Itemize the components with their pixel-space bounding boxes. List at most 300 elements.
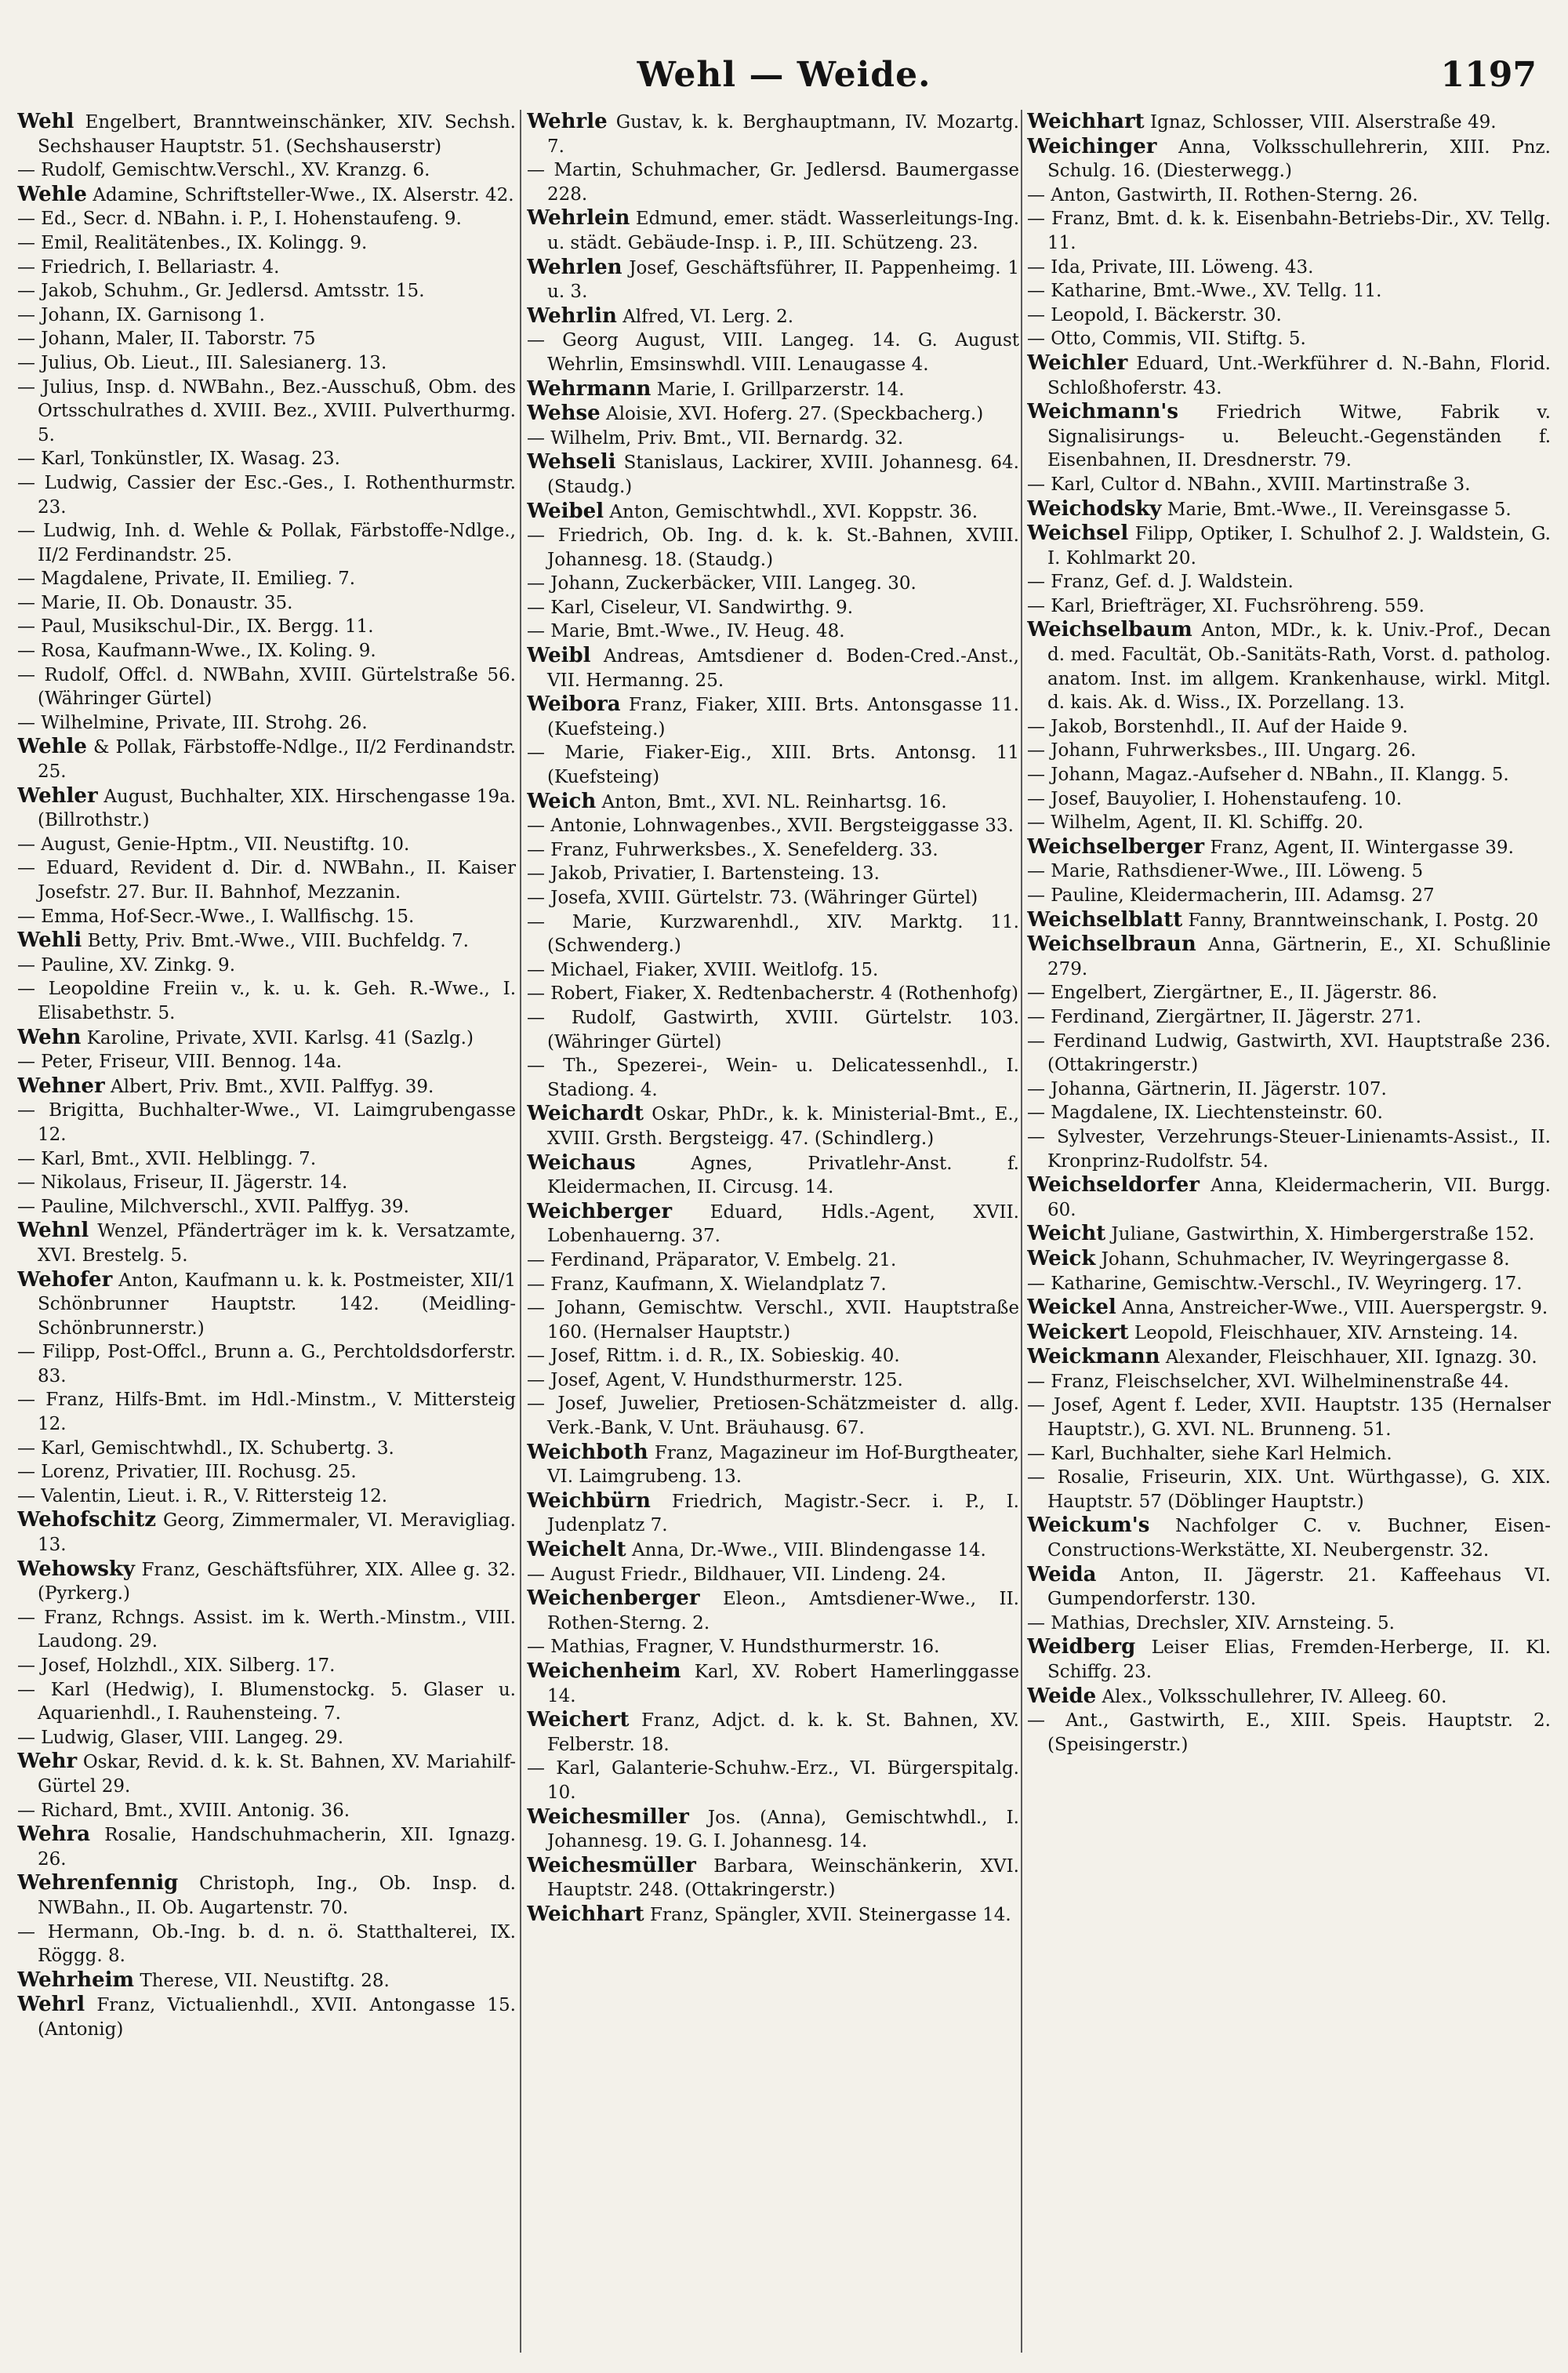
directory-entry [17, 1074, 516, 1099]
entry-surname: Weichhart [1027, 110, 1145, 133]
directory-entry [1027, 207, 1551, 255]
page-number: 1197 [1440, 55, 1537, 95]
directory-entry [527, 790, 1019, 815]
directory-entry [527, 1635, 1019, 1659]
directory-entry [527, 1296, 1019, 1344]
entry-text: — Ida, Private, III. Löweng. 43. [1027, 256, 1314, 278]
directory-entry [1027, 1272, 1551, 1296]
directory-entry [527, 620, 1019, 644]
entry-text: — Brigitta, Buchhalter-Wwe., VI. Laimgrubengasse 12. [17, 1100, 516, 1145]
entry-text: Agnes, Privatlehr-Anst. f. Kleidermachen, II. Circusg. 14. [547, 1153, 1019, 1198]
entry-text: Anna, Kleidermacherin, VII. Burgg. 60. [1047, 1176, 1551, 1220]
directory-entry [527, 304, 1019, 329]
entry-text: Juliane, Gastwirthin, X. Himbergerstraße 152. [1105, 1224, 1535, 1245]
directory-entry [1027, 739, 1551, 763]
entry-surname: Wehofschitz [17, 1508, 157, 1532]
entry-text: — Hermann, Ob.-Ing. b. d. n. ö. Statthalterei, IX. Röggg. 8. [17, 1921, 516, 1967]
entry-text: Franz, Victualienhdl., XVII. Antongasse 15. (Antonig) [38, 1995, 516, 2040]
entry-text: — Jakob, Privatier, I. Bartensteing. 13. [527, 863, 880, 885]
entry-surname: Weichhart [527, 1902, 644, 1926]
entry-text: — Johann, Zuckerbäcker, VIII. Langeg. 30. [527, 573, 916, 594]
entry-text: Friedrich Witwe, Fabrik v. Signalisirungs- u. Beleucht.-Gegenständen f. Eisenbahnen, II. Dresdnerstr. 79. [1047, 402, 1551, 471]
directory-entry [527, 524, 1019, 572]
entry-text: Albert, Priv. Bmt., XVII. Palffyg. 39. [104, 1076, 434, 1097]
entry-text: Anna, Gärtnerin, E., XI. Schußlinie 279. [1047, 935, 1551, 979]
directory-entry [1027, 1321, 1551, 1346]
entry-text: — Josef, Rittm. i. d. R., IX. Sobieskig. 40. [527, 1346, 900, 1367]
entry-text: — Jakob, Schuhm., Gr. Jedlersd. Amtsstr. 15. [17, 281, 425, 302]
entry-surname: Wehner [17, 1074, 105, 1098]
entry-text: — Marie, Rathsdiener-Wwe., III. Löweng. 5 [1027, 861, 1424, 882]
directory-entry [1027, 884, 1551, 908]
directory-entry [527, 1441, 1019, 1489]
directory-entry [527, 206, 1019, 255]
directory-entry [17, 1654, 516, 1678]
entry-text: — Wilhelmine, Private, III. Strohg. 26. [17, 712, 368, 733]
directory-entry [527, 329, 1019, 376]
entry-text: — Richard, Bmt., XVIII. Antonig. 36. [17, 1800, 350, 1821]
entry-text: — Friedrich, Ob. Ing. d. k. k. St.-Bahnen, XVIII. Johannesg. 18. (Staudg.) [527, 525, 1019, 570]
entry-surname: Weichselbraun [1027, 932, 1196, 957]
entry-surname: Weickel [1027, 1296, 1116, 1320]
directory-entry [17, 905, 516, 929]
entry-text: Friedrich, Magistr.-Secr. i. P., I. Judenplatz 7. [547, 1491, 1019, 1536]
entry-text: Nachfolger C. v. Buchner, Eisen-Constructions-Werkstätte, XI. Neubergenstr. 32. [1047, 1516, 1551, 1561]
directory-entry [17, 856, 516, 904]
entry-surname: Wehra [17, 1822, 91, 1847]
entry-text: — Franz, Hilfs-Bmt. im Hdl.-Minstm., V. Mittersteig 12. [17, 1390, 516, 1435]
entry-text: Betty, Priv. Bmt.-Wwe., VIII. Buchfeldg. 7. [82, 931, 469, 952]
directory-entry [1027, 787, 1551, 812]
directory-entry [527, 644, 1019, 692]
directory-entry [1027, 1466, 1551, 1514]
entry-surname: Weibl [527, 644, 591, 668]
entry-text: — Rosa, Kaufmann-Wwe., IX. Koling. 9. [17, 641, 376, 662]
entry-text: — Eduard, Revident d. Dir. d. NWBahn., II. Kaiser Josefstr. 27. Bur. II. Bahnhof, Mezzanin. [17, 858, 516, 903]
entry-surname: Weickmann [1027, 1345, 1160, 1369]
entry-surname: Wehl [17, 110, 74, 133]
directory-entry [1027, 1030, 1551, 1077]
entry-surname: Wehrenfennig [17, 1871, 179, 1895]
entry-text: — Nikolaus, Friseur, II. Jägerstr. 14. [17, 1172, 348, 1194]
entry-surname: Weibel [527, 499, 604, 523]
entry-text: — Leopoldine Freiin v., k. u. k. Geh. R.-Wwe., I. Elisabethstr. 5. [17, 979, 516, 1023]
directory-entry [527, 1273, 1019, 1297]
entry-text: Barbara, Weinschänkerin, XVI. Hauptstr. 248. (Ottakringerstr.) [547, 1855, 1019, 1901]
column-1 [17, 110, 516, 2360]
directory-entry [527, 1392, 1019, 1440]
directory-entry [527, 1563, 1019, 1587]
directory-entry [527, 1054, 1019, 1102]
directory-entry [527, 1006, 1019, 1054]
directory-entry [527, 572, 1019, 596]
entry-surname: Wehnl [17, 1219, 89, 1243]
entry-text: Aloisie, XVI. Hoferg. 27. (Speckbacherg.) [600, 404, 984, 425]
directory-entry [527, 958, 1019, 983]
running-head: Wehl — Weide. [637, 55, 931, 95]
directory-entry [17, 954, 516, 978]
entry-text: Fanny, Branntweinschank, I. Postg. 20 [1182, 910, 1539, 931]
entry-text: Anton, MDr., k. k. Univ.-Prof., Decan d. med. Facultät, Ob.-Sanitäts-Rath, Vorst. d. patholog. anatom. Inst. im allgem. Krankenhause, wirkl. Mitgl. d. kais. Ak. d. Wiss., IX. Porzellang. 13. [1047, 620, 1551, 714]
entry-surname: Wehrle [527, 110, 608, 133]
entry-surname: Wehle [17, 735, 87, 759]
entry-surname: Weickert [1027, 1320, 1129, 1344]
directory-entry [1027, 981, 1551, 1005]
directory-entry [17, 1993, 516, 2041]
entry-surname: Wehli [17, 928, 82, 953]
directory-entry [527, 1200, 1019, 1248]
entry-text: — Josef, Agent, V. Hundsthurmerstr. 125. [527, 1369, 903, 1390]
entry-text: — Marie, Kurzwarenhdl., XIV. Marktg. 11. (Schwenderg.) [527, 911, 1019, 957]
entry-surname: Weichenberger [527, 1586, 700, 1611]
directory-entry [17, 327, 516, 351]
entry-text: — Johann, Magaz.-Aufseher d. NBahn., II. Klangg. 5. [1027, 765, 1509, 786]
directory-entry [527, 1368, 1019, 1393]
entry-text: Eduard, Unt.-Werkführer d. N.-Bahn, Florid. Schloßhoferstr. 43. [1047, 353, 1551, 398]
entry-text: — Magdalene, Private, II. Emilieg. 7. [17, 569, 356, 590]
directory-entry [17, 663, 516, 711]
directory-entry [1027, 135, 1551, 184]
directory-entry [1027, 1222, 1551, 1247]
entry-text: — Anton, Gastwirth, II. Rothen-Sterng. 26. [1027, 184, 1418, 205]
entry-text: — Rudolf, Gemischtw.Verschl., XV. Kranzg. 6. [17, 160, 430, 181]
entry-text: — Marie, II. Ob. Donaustr. 35. [17, 592, 293, 613]
entry-surname: Weichardt [527, 1102, 644, 1126]
entry-text: — Georg August, VIII. Langeg. 14. G. August Wehrlin, Emsinswhdl. VIII. Lenaugasse 4. [527, 330, 1019, 375]
entry-text: — Magdalene, IX. Liechtensteinstr. 60. [1027, 1103, 1383, 1124]
entry-surname: Weickum's [1027, 1514, 1150, 1538]
entry-surname: Weichelt [527, 1538, 626, 1562]
entry-text: — Antonie, Lohnwagenbes., XVII. Bergsteiggasse 33. [527, 816, 1014, 837]
column-divider [1021, 110, 1022, 2353]
entry-text: — August Friedr., Bildhauer, VII. Lindeng. 24. [527, 1564, 946, 1585]
entry-text: — Johann, Maler, II. Taborstr. 75 [17, 329, 316, 350]
entry-text: — Johanna, Gärtnerin, II. Jägerstr. 107. [1027, 1078, 1387, 1099]
entry-surname: Weick [1027, 1246, 1096, 1270]
entry-surname: Weida [1027, 1562, 1097, 1586]
directory-entry [527, 1708, 1019, 1757]
directory-entry [1027, 1709, 1551, 1757]
entry-text: — Julius, Ob. Lieut., III. Salesianerg. 13. [17, 352, 387, 373]
entry-surname: Weibora [527, 692, 621, 717]
directory-entry [527, 741, 1019, 789]
directory-entry [17, 1171, 516, 1195]
entry-surname: Weichberger [527, 1199, 673, 1223]
entry-text: — Karl, Gemischtwhdl., IX. Schubertg. 3. [17, 1437, 394, 1459]
column-divider [520, 110, 521, 2353]
directory-entry [17, 1557, 516, 1606]
entry-text: — Johann, Gemischtw. Verschl., XVII. Hauptstraße 160. (Hernalser Hauptstr.) [527, 1298, 1019, 1343]
directory-entry [527, 158, 1019, 206]
entry-text: Anna, Volksschullehrerin, XIII. Pnz. Schulg. 16. (Diesterwegg.) [1047, 136, 1551, 182]
entry-surname: Wehr [17, 1750, 78, 1774]
directory-entry [17, 1340, 516, 1388]
directory-entry [17, 1484, 516, 1509]
directory-entry [527, 402, 1019, 427]
entry-text: Karoline, Private, XVII. Karlsg. 41 (Sazlg.) [81, 1027, 474, 1048]
directory-entry [527, 110, 1019, 158]
entry-surname: Wehseli [527, 450, 616, 474]
directory-entry [1027, 497, 1551, 522]
directory-entry [1027, 1563, 1551, 1612]
directory-entry [1027, 1005, 1551, 1030]
entry-text: — Josef, Bauyolier, I. Hohenstaufeng. 10. [1027, 788, 1403, 809]
entry-text: Eleon., Amtsdiener-Wwe., II. Rothen-Sterng. 2. [547, 1589, 1019, 1633]
entry-text: — Martin, Schuhmacher, Gr. Jedlersd. Baumergasse 228. [527, 160, 1019, 205]
directory-entry [1027, 1394, 1551, 1441]
directory-entry [1027, 594, 1551, 619]
directory-entry [527, 450, 1019, 499]
entry-surname: Weichesmüller [527, 1853, 696, 1877]
directory-entry [1027, 618, 1551, 714]
entry-text: Anton, Gemischtwhdl., XVI. Koppstr. 36. [604, 501, 978, 522]
entry-text: — Peter, Friseur, VIII. Bennog. 14a. [17, 1052, 343, 1073]
entry-text: — Josef, Holzhdl., XIX. Silberg. 17. [17, 1655, 336, 1676]
directory-entry [527, 1102, 1019, 1150]
directory-entry [17, 833, 516, 857]
entry-text: Alfred, VI. Lerg. 2. [616, 306, 794, 327]
directory-entry [1027, 1247, 1551, 1272]
directory-entry [527, 1757, 1019, 1804]
entry-surname: Weichert [527, 1708, 630, 1732]
entry-text: — Karl, Galanterie-Schuhw.-Erz., VI. Bürgerspitalg. 10. [527, 1758, 1019, 1803]
directory-entry [1027, 1077, 1551, 1102]
directory-entry [1027, 279, 1551, 303]
directory-entry [1027, 932, 1551, 981]
entry-text: Therese, VII. Neustiftg. 28. [134, 1970, 390, 1991]
directory-entry [1027, 351, 1551, 400]
directory-entry [17, 256, 516, 280]
entry-text: Georg, Zimmermaler, VI. Meravigliag. 13. [38, 1510, 516, 1556]
directory-entry [17, 711, 516, 736]
directory-entry [17, 351, 516, 376]
directory-entry [17, 1437, 516, 1461]
directory-entry [17, 1195, 516, 1219]
directory-entry [17, 928, 516, 954]
directory-entry [17, 977, 516, 1025]
directory-entry [1027, 1296, 1551, 1321]
entry-text: Ignaz, Schlosser, VIII. Alserstraße 49. [1144, 112, 1497, 133]
entry-text: Leopold, Fleischhauer, XIV. Arnsteing. 14. [1128, 1322, 1519, 1343]
entry-text: — Josef, Juwelier, Pretiosen-Schätzmeister d. allg. Verk.-Bank, V. Unt. Bräuhausg. 67. [527, 1394, 1019, 1439]
entry-text: Franz, Fiaker, XIII. Brts. Antonsgasse 11. (Kuefsteing.) [547, 695, 1019, 740]
entry-text: — Lorenz, Privatier, III. Rochusg. 25. [17, 1462, 357, 1483]
entry-text: Johann, Schuhmacher, IV. Weyringergasse 8. [1095, 1248, 1510, 1270]
entry-text: — Franz, Gef. d. J. Waldstein. [1027, 572, 1294, 593]
entry-text: — Ludwig, Cassier der Esc.-Ges., I. Rothenthurmstr. 23. [17, 472, 516, 518]
entry-surname: Weichselberger [1027, 834, 1205, 859]
directory-entry [1027, 763, 1551, 787]
directory-entry [17, 1026, 516, 1051]
page-header [0, 55, 1568, 110]
entry-text: Franz, Adjct. d. k. k. St. Bahnen, XV. Felberstr. 18. [547, 1710, 1019, 1755]
entry-surname: Weichsel [1027, 521, 1129, 546]
directory-entry [17, 1099, 516, 1147]
entry-text: Oskar, Revid. d. k. k. St. Bahnen, XV. Mariahilf-Gürtel 29. [38, 1752, 516, 1797]
entry-surname: Weichseldorfer [1027, 1173, 1200, 1197]
entry-text: — Ed., Secr. d. NBahn. i. P., I. Hohenstaufeng. 9. [17, 209, 462, 230]
directory-entry [17, 207, 516, 231]
directory-entry [17, 303, 516, 328]
entry-surname: Wehse [527, 402, 601, 426]
entry-surname: Wehofer [17, 1267, 113, 1292]
entry-text: Oskar, PhDr., k. k. Ministerial-Bmt., E., XVIII. Grsth. Bergsteigg. 47. (Schindlerg.) [547, 1104, 1019, 1149]
entry-text: — Mathias, Drechsler, XIV. Arnsteing. 5. [1027, 1612, 1395, 1633]
entry-text: Karl, XV. Robert Hamerlinggasse 14. [547, 1662, 1019, 1706]
entry-text: Marie, Bmt.-Wwe., II. Vereinsgasse 5. [1161, 499, 1512, 520]
entry-text: Alex., Volksschullehrer, IV. Alleeg. 60. [1096, 1686, 1447, 1707]
directory-entry [1027, 908, 1551, 933]
entry-text: — Friedrich, I. Bellariastr. 4. [17, 256, 280, 278]
entry-text: — Josefa, XVIII. Gürtelstr. 73. (Währinger Gürtel) [527, 888, 978, 908]
entry-text: — Paul, Musikschul-Dir., IX. Bergg. 11. [17, 616, 374, 638]
entry-text: — Julius, Insp. d. NWBahn., Bez.-Ausschuß, Obm. des Ortsschulrathes d. XVIII. Bez., XVIII. Pulverthurmg. 5. [17, 376, 516, 445]
entry-surname: Weichbürn [527, 1488, 651, 1513]
directory-entry [17, 158, 516, 183]
directory-entry [17, 1822, 516, 1871]
entry-text: — Franz, Fuhrwerksbes., X. Senefelderg. 33. [527, 839, 938, 860]
directory-entry [1027, 1442, 1551, 1466]
entry-surname: Weichselbaum [1027, 618, 1192, 642]
directory-entry [17, 639, 516, 663]
entry-text: — Engelbert, Ziergärtner, E., II. Jägerstr. 86. [1027, 983, 1438, 1004]
directory-entry [17, 1050, 516, 1074]
entry-surname: Weichboth [527, 1440, 648, 1464]
directory-entry [1027, 1173, 1551, 1222]
entry-text: Stanislaus, Lackirer, XVIII. Johannesg. 64. (Staudg.) [547, 452, 1019, 497]
entry-text: — Th., Spezerei-, Wein- u. Delicatessenhdl., I. Stadiong. 4. [527, 1056, 1019, 1100]
directory-entry [527, 838, 1019, 863]
entry-surname: Weichesmiller [527, 1804, 689, 1829]
entry-text: Anton, Bmt., XVI. NL. Reinhartsg. 16. [596, 791, 947, 812]
entry-text: — Marie, Fiaker-Eig., XIII. Brts. Antonsg. 11 (Kuefsteing) [527, 743, 1019, 788]
directory-entry [527, 1344, 1019, 1368]
directory-entry [17, 1460, 516, 1484]
entry-text: — Ferdinand, Ziergärtner, II. Jägerstr. 271. [1027, 1006, 1421, 1027]
entry-surname: Weide [1027, 1684, 1097, 1708]
entry-surname: Wehowsky [17, 1557, 136, 1581]
directory-entry [17, 784, 516, 833]
directory-entry [527, 1151, 1019, 1200]
entry-text: — Michael, Fiaker, XVIII. Weitlofg. 15. [527, 959, 879, 980]
directory-entry [1027, 1125, 1551, 1173]
entry-text: — Sylvester, Verzehrungs-Steuer-Linienamts-Assist., II. Kronprinz-Rudolfstr. 54. [1027, 1126, 1551, 1172]
directory-entry [17, 1921, 516, 1968]
entry-text: Filipp, Optiker, I. Schulhof 2. J. Waldstein, G. I. Kohlmarkt 20. [1047, 524, 1551, 569]
directory-entry [17, 279, 516, 303]
entry-text: Anton, Kaufmann u. k. k. Postmeister, XII/1 Schönbrunner Hauptstr. 142. (Meidling-Schönbrunnerstr.) [38, 1270, 516, 1339]
entry-text: — Leopold, I. Bäckerstr. 30. [1027, 304, 1282, 325]
entry-text: — Karl, Ciseleur, VI. Sandwirthg. 9. [527, 597, 854, 618]
entry-text: Anna, Anstreicher-Wwe., VIII. Auerspergstr. 9. [1116, 1298, 1548, 1319]
entry-text: — Mathias, Fragner, V. Hundsthurmerstr. 16. [527, 1637, 940, 1658]
directory-entry [17, 519, 516, 567]
entry-text: — Karl, Briefträger, XI. Fuchsröhreng. 559. [1027, 595, 1425, 616]
directory-entry [527, 1586, 1019, 1635]
entry-text: — Josef, Agent f. Leder, XVII. Hauptstr. 135 (Hernalser Hauptstr.), G. XVI. NL. Brunneng. 51. [1027, 1395, 1551, 1441]
entry-surname: Wehrlein [527, 206, 630, 231]
entry-text: — Ant., Gastwirth, E., XIII. Speis. Hauptstr. 2. (Speisingerstr.) [1027, 1710, 1551, 1755]
directory-entry [527, 500, 1019, 525]
directory-entry [1027, 1345, 1551, 1370]
entry-text: — Karl, Bmt., XVII. Helblingg. 7. [17, 1148, 317, 1169]
entry-surname: Weichler [1027, 351, 1128, 375]
entry-text: — Ludwig, Glaser, VIII. Langeg. 29. [17, 1727, 343, 1748]
directory-entry [527, 910, 1019, 958]
entry-text: Edmund, emer. städt. Wasserleitungs-Ing. u. städt. Gebäude-Insp. i. P., III. Schützeng. 23. [547, 209, 1019, 253]
directory-entry [17, 735, 516, 783]
entry-text: — Franz, Fleischselcher, XVI. Wilhelminenstraße 44. [1027, 1371, 1509, 1392]
entry-text: — Karl, Buchhalter, siehe Karl Helmich. [1027, 1443, 1392, 1464]
entry-text: August, Buchhalter, XIX. Hirschengasse 19a. (Billrothstr.) [38, 786, 516, 831]
entry-text: Josef, Geschäftsführer, II. Pappenheimg. 1 u. 3. [547, 257, 1019, 303]
directory-entry [1027, 1101, 1551, 1125]
directory-entry [17, 471, 516, 519]
directory-entry [527, 427, 1019, 451]
entry-text: — Franz, Rchngs. Assist. im k. Werth.-Minstm., VIII. Laudong. 29. [17, 1607, 516, 1652]
directory-entry [17, 447, 516, 471]
entry-text: Franz, Spängler, XVII. Steinergasse 14. [644, 1904, 1011, 1925]
entry-surname: Wehrl [17, 1993, 85, 2017]
directory-entry [1027, 400, 1551, 473]
directory-entry [1027, 327, 1551, 351]
directory-entry [527, 1659, 1019, 1708]
directory-entry [1027, 521, 1551, 570]
entry-surname: Wehrlin [527, 303, 617, 328]
directory-entry [527, 1854, 1019, 1902]
directory-entry [527, 692, 1019, 741]
entry-text: — Ludwig, Inh. d. Wehle & Pollak, Färbstoffe-Ndlge., II/2 Ferdinandstr. 25. [17, 521, 516, 565]
entry-text: — Robert, Fiaker, X. Redtenbacherstr. 4 (Rothenhofg) [527, 983, 1018, 1005]
entry-text: Marie, I. Grillparzerstr. 14. [651, 379, 905, 400]
entry-surname: Weichaus [527, 1150, 636, 1175]
directory-entry [17, 110, 516, 158]
directory-entry [1027, 570, 1551, 594]
directory-entry [17, 1968, 516, 1993]
directory-entry [17, 591, 516, 616]
directory-entry [1027, 303, 1551, 328]
directory-entry [1027, 859, 1551, 884]
entry-text: Rosalie, Handschuhmacherin, XII. Ignazg. 26. [38, 1825, 516, 1870]
entry-text: — Pauline, Milchverschl., XVII. Palffyg. 39. [17, 1196, 409, 1217]
directory-entry [17, 1726, 516, 1750]
directory-entry [17, 183, 516, 208]
entry-surname: Weidberg [1027, 1635, 1136, 1659]
entry-text: — Emma, Hof-Secr.-Wwe., I. Wallfischg. 15. [17, 906, 415, 927]
entry-text: Leiser Elias, Fremden-Herberge, II. Kl. Schiffg. 23. [1047, 1637, 1551, 1682]
entry-text: Engelbert, Branntweinschänker, XIV. Sechsh. Sechshauser Hauptstr. 51. (Sechshauserstr) [38, 112, 516, 157]
entry-text: — Franz, Kaufmann, X. Wielandplatz 7. [527, 1274, 887, 1295]
directory-entry [1027, 1370, 1551, 1394]
entry-text: — Pauline, Kleidermacherin, III. Adamsg. 27 [1027, 885, 1435, 906]
entry-surname: Wehle [17, 182, 87, 206]
directory-entry [527, 377, 1019, 402]
directory-entry [527, 982, 1019, 1006]
directory-entry [17, 1147, 516, 1172]
directory-entry [17, 376, 516, 448]
entry-text: Andreas, Amtsdiener d. Boden-Cred.-Anst., VII. Hermanng. 25. [547, 646, 1019, 691]
directory-entry [527, 1805, 1019, 1854]
directory-entry [527, 1489, 1019, 1538]
directory-entry [1027, 110, 1551, 135]
entry-text: Franz, Magazineur im Hof-Burgtheater, VI. Laimgrubeng. 13. [547, 1442, 1019, 1488]
directory-entry [1027, 1612, 1551, 1636]
directory-entry [527, 862, 1019, 886]
directory-entry [17, 231, 516, 256]
directory-entry [527, 256, 1019, 304]
entry-text: — Pauline, XV. Zinkg. 9. [17, 954, 235, 976]
entry-text: — Johann, Fuhrwerksbes., III. Ungarg. 26. [1027, 740, 1417, 761]
